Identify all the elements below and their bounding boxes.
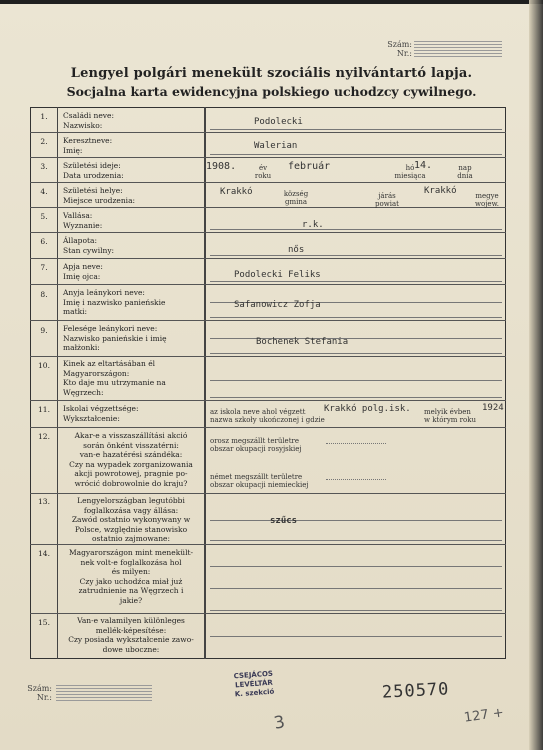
value-mother-maiden-name: Safanowicz Zofja <box>234 300 321 310</box>
stamp-line-1: CSEJÁCOS LEVÉLTÁR <box>233 669 274 690</box>
value-birth-year: 1908. <box>206 161 237 172</box>
field-label-first-name: Keresztneve: Imię: <box>63 136 113 155</box>
writing-line <box>210 380 502 381</box>
row-number: 1. <box>40 112 48 121</box>
scan-edge-top <box>0 0 543 4</box>
row-divider <box>30 284 506 285</box>
field-label-mother-maiden-name: Anyja leánykori neve: Imię i nazwisko panieńskie matki: <box>63 288 166 316</box>
field-label-birth-date: Születési ideje: Data urodzenia: <box>63 161 124 180</box>
field-label-refugee-occupation: Magyarországon mint menekült- nek volt-e foglalkozása hol és milyen: Czy jako uchodźca miał już zatrudnienie na Węgrzech i jakie? <box>68 548 194 605</box>
writing-line <box>210 397 502 398</box>
row-divider <box>30 613 506 614</box>
label-nap-dnia: nap dnia <box>457 164 473 180</box>
row-divider <box>30 157 506 158</box>
writing-line <box>210 636 502 637</box>
label-jaras-powiat: járás powiat <box>375 192 399 208</box>
value-school: Krakkó polg.isk. <box>324 404 411 414</box>
label-kozseg-gmina: község gmina <box>283 190 309 206</box>
title-hungarian: Lengyel polgári menekült szociális nyilvántartó lapja. <box>70 66 473 81</box>
row-divider <box>30 356 506 357</box>
value-father-name: Podolecki Feliks <box>234 270 321 280</box>
header-number-box <box>386 40 412 58</box>
footer-nr-label: Nr.: <box>36 693 52 702</box>
label-ho-miesiaca: hó miesiąca <box>394 164 426 180</box>
label-german-occupation: német megszállt területre obszar okupacji niemieckiej <box>210 473 309 489</box>
row-number: 11. <box>38 405 50 414</box>
writing-line <box>210 255 502 256</box>
writing-line <box>210 588 502 589</box>
label-ev-roku: év roku <box>254 164 272 180</box>
field-label-supporter: Kinek az eltartásában él Magyarországon: Kto daje mu utrzymanie na Węgrzech: <box>63 359 166 397</box>
handwritten-page-number: 3 <box>272 712 287 734</box>
field-label-family-name: Családi neve: Nazwisko: <box>63 111 114 130</box>
value-birth-place: Krakkó <box>220 187 253 197</box>
dotted-line <box>326 479 386 480</box>
row-divider <box>30 232 506 233</box>
title-polish: Socjalna karta ewidencyjna polskiego uchodzcy cywilnego. <box>66 84 477 99</box>
row-divider <box>30 427 506 428</box>
row-divider <box>30 320 506 321</box>
writing-line <box>210 520 502 521</box>
stamp-line-2: K. szekció <box>234 687 275 699</box>
value-birth-county: Krakkó <box>424 186 457 196</box>
footer-number-lines <box>56 685 152 703</box>
label-column-divider <box>204 107 206 659</box>
field-label-birth-place: Születési helye: Miejsce urodzenia: <box>63 186 136 205</box>
nr-label: Nr.: <box>396 49 412 58</box>
value-birth-month: február <box>288 161 331 172</box>
writing-line <box>210 610 502 611</box>
field-label-religion: Vallása: Wyznanie: <box>63 211 103 230</box>
writing-line <box>210 353 502 354</box>
value-religion: r.k. <box>302 220 324 230</box>
document-number: 250570 <box>381 679 450 703</box>
row-divider <box>30 400 506 401</box>
dotted-line <box>326 443 386 444</box>
field-label-last-occupation: Lengyelországban legutóbbi foglalkozása vagy állása: Zawód ostatnio wykonywany w Polsce, względnie stanowisko ostatnio zajmowane: <box>71 496 191 543</box>
row-number: 12. <box>38 432 50 441</box>
value-first-name: Walerian <box>254 141 298 151</box>
row-number: 4. <box>40 187 48 196</box>
label-school-name: az iskola neve ahol végzett nazwa szkoły ukończonej i gdzie <box>210 408 325 424</box>
archive-stamp <box>217 669 291 701</box>
writing-line <box>210 129 502 130</box>
scan-edge-right <box>529 0 543 750</box>
value-marital-status: nős <box>288 245 305 255</box>
row-divider <box>30 182 506 183</box>
writing-line <box>210 154 502 155</box>
value-birth-day: 14. <box>414 160 433 171</box>
row-divider <box>30 258 506 259</box>
label-megye-wojew: megye wojew. <box>475 192 499 208</box>
value-last-occupation: szűcs <box>270 516 298 526</box>
label-russian-occupation: orosz megszállt területre obszar okupacji rosyjskiej <box>210 437 302 453</box>
field-label-additional-qualification: Van-e valamilyen különleges mellék-képesítése: Czy posiada wykształcenie zawo- dowe uboczne: <box>68 616 194 654</box>
field-label-education: Iskolai végzettsége: Wykształcenie: <box>63 404 139 423</box>
row-divider <box>30 544 506 545</box>
field-label-father-name: Apja neve: Imię ojca: <box>63 262 103 281</box>
row-number: 6. <box>40 237 48 246</box>
row-number: 15. <box>38 618 50 627</box>
row-number: 14. <box>38 549 50 558</box>
handwritten-reference: 127 + <box>463 705 505 726</box>
field-label-wife-maiden-name: Felesége leánykori neve: Nazwisko panieńskie i imię małżonki: <box>63 324 167 352</box>
row-number: 13. <box>38 497 50 506</box>
writing-line <box>210 540 502 541</box>
row-number: 5. <box>40 212 48 221</box>
row-number: 8. <box>40 290 48 299</box>
row-number: 2. <box>40 137 48 146</box>
row-number: 10. <box>38 361 50 370</box>
field-label-return-intention: Akar-e a visszaszállítási akció során önként visszatérni: van-e hazatérési szándéka: Czy na wypadek zorganizowania akcji powrotowej, pragnie po- wrócić dobrowolnie do kraju? <box>69 431 193 488</box>
writing-line <box>210 229 502 230</box>
writing-line <box>210 317 502 318</box>
row-number: 9. <box>40 326 48 335</box>
row-divider <box>30 207 506 208</box>
row-divider <box>30 493 506 494</box>
value-wife-maiden-name: Bochenek Stefania <box>256 337 349 347</box>
row-divider <box>30 132 506 133</box>
row-number: 7. <box>40 263 48 272</box>
footer-szam-label: Szám: <box>27 684 52 693</box>
row-number: 3. <box>40 162 48 171</box>
szam-label: Szám: <box>387 40 412 49</box>
field-label-marital-status: Állapota: Stan cywilny: <box>63 236 115 255</box>
writing-line <box>210 338 502 339</box>
value-school-year: 1924 <box>482 403 504 413</box>
footer-number-box <box>26 684 52 702</box>
writing-line <box>210 281 502 282</box>
number-field-lines <box>414 41 502 59</box>
label-school-year: melyik évben w którym roku <box>424 408 476 424</box>
value-family-name: Podolecki <box>254 117 303 127</box>
writing-line <box>210 566 502 567</box>
